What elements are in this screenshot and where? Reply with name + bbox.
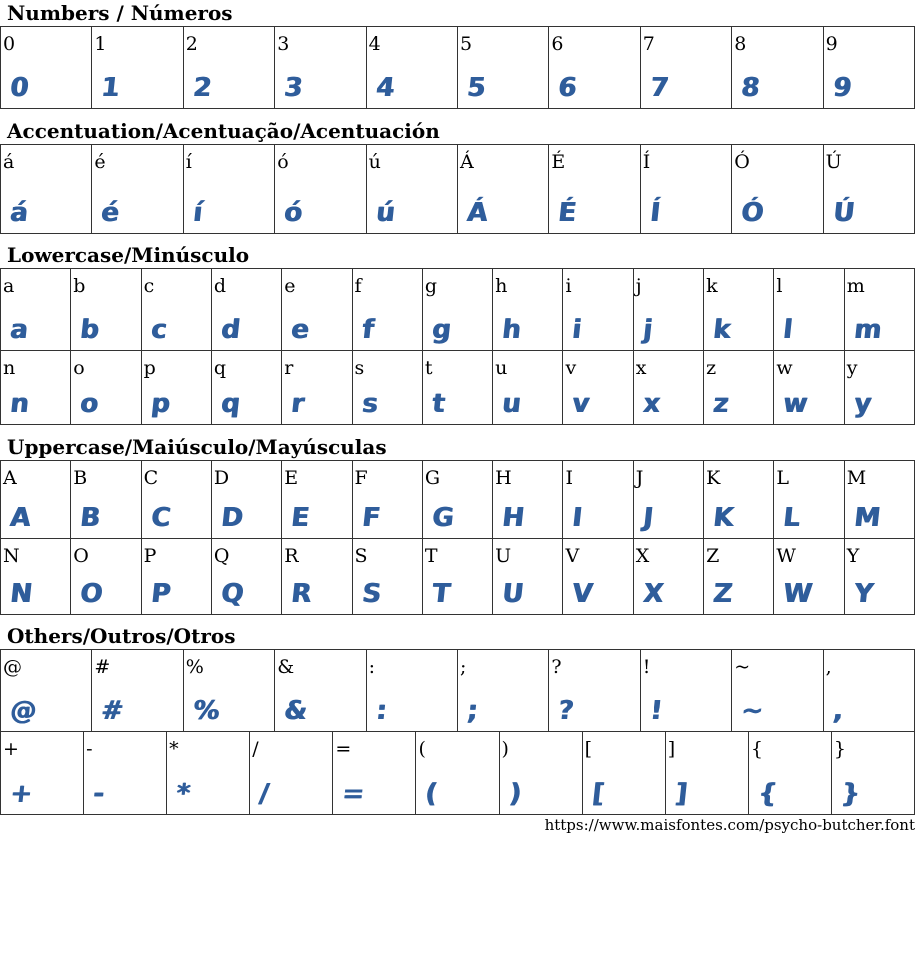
character-label: 5: [460, 33, 473, 55]
glyph-cell: [250, 732, 333, 815]
character-label: }: [833, 738, 846, 760]
character-label: l: [776, 275, 783, 297]
glyph-cell: [704, 461, 774, 539]
font-glyph-sample: ;: [465, 696, 479, 726]
glyph-cell: [634, 539, 704, 615]
font-glyph-sample: ?: [556, 696, 576, 726]
font-glyph-sample: M: [852, 503, 882, 533]
character-label: 4: [368, 33, 381, 55]
character-label: i: [565, 275, 572, 297]
glyph-cell: [282, 269, 352, 351]
character-label: r: [284, 357, 294, 379]
character-label: g: [424, 275, 438, 297]
font-glyph-sample: o: [78, 389, 100, 419]
font-glyph-sample: ú: [374, 198, 396, 228]
glyph-cell: [71, 269, 141, 351]
character-label: E: [284, 467, 299, 489]
character-label: ): [501, 738, 509, 760]
glyph-cell: [142, 351, 212, 425]
glyph-cell: [634, 269, 704, 351]
glyph-cell: [493, 351, 563, 425]
character-label: *: [169, 738, 179, 760]
character-label: #: [94, 656, 111, 678]
character-label: k: [706, 275, 718, 297]
character-label: D: [213, 467, 230, 489]
character-label: v: [565, 357, 577, 379]
font-glyph-sample: L: [781, 503, 802, 533]
font-glyph-sample: I: [570, 503, 584, 533]
glyph-cell: [275, 145, 366, 234]
character-label: á: [3, 151, 15, 173]
font-glyph-sample: e: [289, 315, 311, 345]
character-label: I: [565, 467, 573, 489]
lowercase-title: Lowercase/Minúsculo: [7, 243, 250, 267]
glyph-cell: [416, 732, 499, 815]
glyph-cell: [423, 539, 493, 615]
font-glyph-sample: }: [839, 779, 861, 809]
glyph-cell: [634, 351, 704, 425]
glyph-cell: [212, 539, 282, 615]
font-glyph-sample: f: [359, 315, 375, 345]
font-glyph-sample: w: [781, 389, 809, 419]
glyph-cell: [832, 732, 915, 815]
accents-title: Accentuation/Acentuação/Acentuación: [7, 119, 440, 143]
others-grid-row2: [0, 731, 915, 815]
glyph-cell: [845, 461, 915, 539]
character-label: K: [706, 467, 721, 489]
glyph-cell: [666, 732, 749, 815]
glyph-cell: [774, 461, 844, 539]
character-label: w: [776, 357, 793, 379]
font-glyph-sample: b: [78, 315, 101, 345]
font-glyph-sample: z: [711, 389, 730, 419]
glyph-cell: [845, 269, 915, 351]
character-label: c: [143, 275, 155, 297]
glyph-cell: [1, 27, 92, 109]
glyph-cell: [563, 351, 633, 425]
font-glyph-sample: @: [8, 696, 38, 726]
character-label: %: [185, 656, 204, 678]
character-label: ~: [734, 656, 751, 678]
character-label: 1: [94, 33, 107, 55]
character-label: t: [424, 357, 433, 379]
font-glyph-sample: ): [506, 779, 522, 809]
font-glyph-sample: 0: [8, 73, 30, 103]
character-label: o: [73, 357, 85, 379]
font-glyph-sample: #: [99, 696, 125, 726]
character-label: =: [335, 738, 352, 760]
character-label: Q: [213, 545, 230, 567]
character-label: Y: [846, 545, 860, 567]
character-label: P: [143, 545, 157, 567]
glyph-cell: [824, 145, 915, 234]
character-label: ó: [277, 151, 289, 173]
character-label: B: [73, 467, 88, 489]
font-glyph-sample: y: [852, 389, 873, 419]
glyph-cell: [423, 351, 493, 425]
font-glyph-sample: c: [149, 315, 168, 345]
character-label: f: [354, 275, 362, 297]
glyph-cell: [71, 351, 141, 425]
character-label: +: [3, 738, 19, 760]
font-glyph-sample: [: [590, 779, 606, 809]
font-glyph-sample: ,: [831, 696, 845, 726]
glyph-cell: [212, 351, 282, 425]
glyph-cell: [212, 461, 282, 539]
font-glyph-sample: D: [219, 503, 245, 533]
glyph-cell: [845, 539, 915, 615]
others-title: Others/Outros/Otros: [7, 624, 236, 648]
character-label: b: [73, 275, 86, 297]
font-glyph-sample: m: [852, 315, 883, 345]
font-glyph-sample: C: [149, 503, 172, 533]
font-glyph-sample: t: [430, 389, 446, 419]
glyph-cell: [704, 351, 774, 425]
glyph-cell: [367, 27, 458, 109]
font-glyph-sample: É: [556, 198, 578, 228]
glyph-cell: [184, 145, 275, 234]
font-glyph-sample: !: [648, 696, 664, 726]
glyph-cell: [1, 650, 92, 732]
glyph-cell: [1, 145, 92, 234]
character-label: X: [635, 545, 650, 567]
character-label: J: [635, 467, 644, 489]
font-glyph-sample: j: [641, 315, 654, 345]
character-label: M: [846, 467, 867, 489]
character-label: A: [3, 467, 17, 489]
character-label: 3: [277, 33, 290, 55]
font-glyph-sample: Ú: [831, 198, 856, 228]
glyph-cell: [282, 461, 352, 539]
glyph-cell: [84, 732, 167, 815]
font-glyph-sample: 5: [465, 73, 487, 103]
character-label: í: [185, 151, 192, 173]
character-label: 6: [551, 33, 564, 55]
font-glyph-sample: G: [430, 503, 455, 533]
font-glyph-sample: 9: [831, 73, 853, 103]
uppercase-grid: [0, 460, 915, 615]
character-label: H: [495, 467, 512, 489]
character-label: N: [3, 545, 20, 567]
character-label: Ú: [825, 151, 842, 173]
character-label: Í: [642, 151, 651, 173]
glyph-cell: [549, 650, 640, 732]
glyph-cell: [367, 145, 458, 234]
glyph-cell: [333, 732, 416, 815]
glyph-cell: [1, 539, 71, 615]
font-glyph-sample: H: [500, 503, 526, 533]
glyph-cell: [353, 539, 423, 615]
glyph-cell: [92, 27, 183, 109]
font-glyph-sample: ó: [282, 198, 304, 228]
glyph-cell: [458, 145, 549, 234]
font-glyph-sample: (: [423, 779, 439, 809]
font-glyph-sample: T: [430, 579, 452, 609]
glyph-cell: [92, 650, 183, 732]
glyph-cell: [282, 539, 352, 615]
font-glyph-sample: ]: [673, 779, 689, 809]
character-label: S: [354, 545, 368, 567]
glyph-cell: [1, 351, 71, 425]
font-glyph-sample: l: [781, 315, 794, 345]
character-label: ;: [460, 656, 467, 678]
glyph-cell: [549, 27, 640, 109]
font-glyph-sample: {: [756, 779, 778, 809]
glyph-cell: [732, 27, 823, 109]
font-glyph-sample: h: [500, 315, 523, 345]
glyph-cell: [732, 145, 823, 234]
font-glyph-sample: q: [219, 389, 242, 419]
font-glyph-sample: K: [711, 503, 735, 533]
character-label: R: [284, 545, 299, 567]
font-glyph-sample: k: [711, 315, 732, 345]
glyph-cell: [641, 27, 732, 109]
glyph-cell: [184, 27, 275, 109]
font-glyph-sample: x: [641, 389, 662, 419]
font-glyph-sample: a: [8, 315, 30, 345]
character-label: @: [3, 656, 22, 678]
font-glyph-sample: A: [8, 503, 32, 533]
character-label: &: [277, 656, 295, 678]
font-glyph-sample: P: [149, 579, 172, 609]
character-label: 9: [825, 33, 838, 55]
glyph-cell: [1, 269, 71, 351]
font-glyph-sample: E: [289, 503, 311, 533]
numbers-title: Numbers / Números: [7, 1, 233, 25]
character-label: h: [495, 275, 508, 297]
font-glyph-sample: Ó: [739, 198, 765, 228]
character-label: C: [143, 467, 159, 489]
font-glyph-sample: &: [282, 696, 309, 726]
font-glyph-sample: U: [500, 579, 525, 609]
font-glyph-sample: W: [781, 579, 814, 609]
character-label: u: [495, 357, 508, 379]
font-glyph-sample: í: [191, 198, 204, 228]
lowercase-grid: [0, 268, 915, 425]
glyph-cell: [167, 732, 250, 815]
glyph-cell: [641, 650, 732, 732]
glyph-cell: [493, 461, 563, 539]
glyph-cell: [423, 461, 493, 539]
character-label: j: [635, 275, 642, 297]
font-glyph-sample: 8: [739, 73, 761, 103]
glyph-cell: [563, 461, 633, 539]
font-glyph-sample: á: [8, 198, 30, 228]
font-glyph-sample: %: [191, 696, 221, 726]
others-grid-row1: [0, 649, 915, 732]
character-label: É: [551, 151, 566, 173]
character-label: ,: [825, 656, 832, 678]
character-label: d: [213, 275, 227, 297]
glyph-cell: [583, 732, 666, 815]
glyph-cell: [423, 269, 493, 351]
character-label: 8: [734, 33, 747, 55]
glyph-cell: [353, 461, 423, 539]
character-label: F: [354, 467, 368, 489]
glyph-cell: [92, 145, 183, 234]
character-label: T: [424, 545, 438, 567]
accents-grid: [0, 144, 915, 234]
glyph-cell: [500, 732, 583, 815]
font-glyph-sample: Y: [852, 579, 875, 609]
character-label: y: [846, 357, 858, 379]
font-glyph-sample: n: [8, 389, 31, 419]
font-glyph-sample: O: [78, 579, 104, 609]
glyph-cell: [732, 650, 823, 732]
character-label: V: [565, 545, 580, 567]
glyph-cell: [142, 539, 212, 615]
character-label: p: [143, 357, 156, 379]
font-glyph-sample: Á: [465, 198, 489, 228]
glyph-cell: [458, 27, 549, 109]
font-glyph-sample: :: [374, 696, 388, 726]
glyph-cell: [184, 650, 275, 732]
character-label: W: [776, 545, 796, 567]
character-label: 2: [185, 33, 198, 55]
font-glyph-sample: 7: [648, 73, 670, 103]
font-glyph-sample: B: [78, 503, 102, 533]
character-label: G: [424, 467, 441, 489]
character-label: L: [776, 467, 789, 489]
font-glyph-sample: ~: [739, 696, 765, 726]
numbers-grid: [0, 26, 915, 109]
character-label: Z: [706, 545, 720, 567]
character-label: x: [635, 357, 647, 379]
glyph-cell: [275, 27, 366, 109]
character-label: n: [3, 357, 16, 379]
glyph-cell: [634, 461, 704, 539]
glyph-cell: [367, 650, 458, 732]
character-label: /: [252, 738, 259, 760]
glyph-cell: [275, 650, 366, 732]
character-label: {: [750, 738, 763, 760]
glyph-cell: [549, 145, 640, 234]
character-label: (: [418, 738, 426, 760]
glyph-cell: [353, 269, 423, 351]
font-glyph-sample: Z: [711, 579, 734, 609]
glyph-cell: [142, 269, 212, 351]
glyph-cell: [1, 732, 84, 815]
font-glyph-sample: 6: [556, 73, 579, 103]
glyph-cell: [845, 351, 915, 425]
font-glyph-sample: 3: [282, 73, 304, 103]
uppercase-title: Uppercase/Maiúsculo/Mayúsculas: [7, 435, 387, 459]
glyph-cell: [71, 461, 141, 539]
font-glyph-sample: R: [289, 579, 313, 609]
font-glyph-sample: Q: [219, 579, 245, 609]
glyph-cell: [493, 269, 563, 351]
character-label: ?: [551, 656, 562, 678]
glyph-cell: [1, 461, 71, 539]
character-label: z: [706, 357, 717, 379]
glyph-cell: [282, 351, 352, 425]
font-glyph-sample: =: [340, 779, 366, 809]
glyph-cell: [774, 269, 844, 351]
font-glyph-sample: i: [570, 315, 583, 345]
character-label: e: [284, 275, 296, 297]
glyph-cell: [704, 539, 774, 615]
footer-url: https://www.maisfontes.com/psycho-butcher.font: [544, 816, 915, 834]
font-glyph-sample: N: [8, 579, 34, 609]
font-glyph-sample: Í: [648, 198, 662, 228]
character-label: Ó: [734, 151, 750, 173]
glyph-cell: [142, 461, 212, 539]
glyph-cell: [493, 539, 563, 615]
character-label: a: [3, 275, 15, 297]
glyph-cell: [824, 650, 915, 732]
glyph-cell: [774, 351, 844, 425]
character-label: [: [584, 738, 593, 760]
font-glyph-sample: J: [641, 503, 655, 533]
font-glyph-sample: F: [359, 503, 381, 533]
glyph-cell: [563, 269, 633, 351]
font-glyph-sample: d: [219, 315, 242, 345]
font-glyph-sample: -: [91, 779, 106, 809]
font-glyph-sample: v: [570, 389, 591, 419]
font-glyph-sample: r: [289, 389, 306, 419]
font-glyph-sample: /: [257, 779, 271, 809]
character-label: !: [642, 656, 651, 678]
glyph-cell: [458, 650, 549, 732]
character-label: Á: [460, 151, 474, 173]
font-glyph-sample: 2: [191, 73, 213, 103]
character-label: é: [94, 151, 106, 173]
font-glyph-sample: s: [359, 389, 379, 419]
glyph-cell: [749, 732, 832, 815]
font-glyph-sample: p: [149, 389, 171, 419]
glyph-cell: [774, 539, 844, 615]
font-glyph-sample: 4: [374, 73, 396, 103]
font-glyph-sample: S: [359, 579, 382, 609]
glyph-cell: [71, 539, 141, 615]
glyph-cell: [563, 539, 633, 615]
font-glyph-sample: u: [500, 389, 523, 419]
glyph-cell: [212, 269, 282, 351]
character-label: q: [213, 357, 227, 379]
character-label: s: [354, 357, 365, 379]
font-glyph-sample: é: [99, 198, 121, 228]
font-glyph-sample: *: [174, 779, 192, 809]
character-label: ú: [368, 151, 381, 173]
font-glyph-sample: V: [570, 579, 595, 609]
font-glyph-sample: X: [641, 579, 665, 609]
character-label: m: [846, 275, 865, 297]
font-glyph-sample: g: [430, 315, 453, 345]
glyph-cell: [641, 145, 732, 234]
character-label: ]: [667, 738, 676, 760]
character-label: 0: [3, 33, 16, 55]
glyph-cell: [353, 351, 423, 425]
character-label: :: [368, 656, 375, 678]
character-label: U: [495, 545, 512, 567]
character-label: -: [86, 738, 93, 760]
glyph-cell: [704, 269, 774, 351]
character-label: O: [73, 545, 89, 567]
glyph-cell: [824, 27, 915, 109]
font-glyph-sample: +: [8, 779, 34, 809]
font-glyph-sample: 1: [99, 73, 122, 103]
character-label: 7: [642, 33, 655, 55]
